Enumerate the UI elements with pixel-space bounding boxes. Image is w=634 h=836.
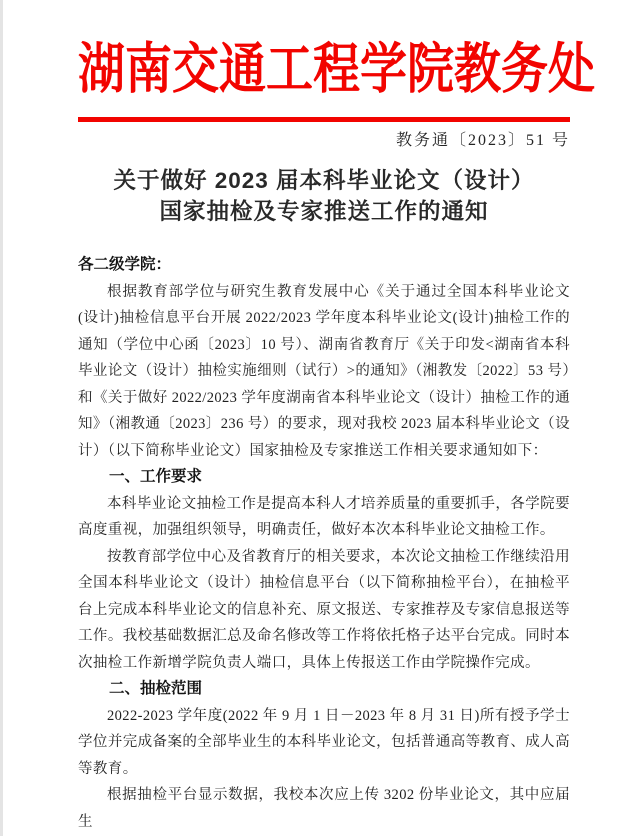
notice-title-line-1: 关于做好 2023 届本科毕业论文（设计） xyxy=(113,168,535,193)
paragraph-sampling-scope-1: 2022-2023 学年度(2022 年 9 月 1 日－2023 年 8 月 31 日)所有授予学士学位并完成备案的全部毕业生的本科毕业论文，包括普通高等教育、成人高等教育。 xyxy=(78,707,570,777)
notice-title-line-2: 国家抽检及专家推送工作的通知 xyxy=(159,199,489,224)
notice-title xyxy=(78,165,570,227)
paragraph-basis: 根据教育部学位与研究生教育发展中心《关于通过全国本科毕业论文(设计)抽检信息平台开展 2022/2023 学年度本科毕业论文(设计)抽检工作的通知（学位中心函〔2023〕10 号）、湖南省教育厅《关于印发<湖南省本科毕业论文（设计）抽检实施细则（试行）>的通知》（湘教发〔2022〕53 号）和《关于做好 2022/2023 学年度湖南省本科毕业论文（设计）抽检工作的通知》（湘教通〔2023〕236 号）的要求，现对我校 2023 届本科毕业论文（设计）（以下简称毕业论文）国家抽检及专家推送工作相关要求通知如下： xyxy=(78,283,570,459)
document-content xyxy=(78,0,595,835)
section-heading-sampling-scope: 二、抽检范围 xyxy=(109,680,203,697)
salutation: 各二级学院： xyxy=(78,256,172,273)
paragraph-work-requirements-1: 本科毕业论文抽检工作是提高本科人才培养质量的重要抓手，各学院要高度重视，加强组织领导，明确责任，做好本次本科毕业论文抽检工作。 xyxy=(78,495,570,538)
paragraph-work-requirements-2: 按教育部学位中心及省教育厅的相关要求，本次论文抽检工作继续沿用全国本科毕业论文（设计）抽检信息平台（以下简称抽检平台），在抽检平台上完成本科毕业论文的信息补充、原文报送、专家推荐及专家信息报送等工作。我校基础数据汇总及命名修改等工作将依托格子达平台完成。同时本次抽检工作新增学院负责人端口，具体上传报送工作由学院操作完成。 xyxy=(78,548,570,671)
page-scan-edge xyxy=(0,0,3,836)
doc-number: 教务通〔2023〕51 号 xyxy=(395,132,570,149)
paragraph-sampling-scope-2: 根据抽检平台显示数据，我校本次应上传 3202 份毕业论文，其中应届生 xyxy=(78,787,570,830)
letterhead-org-name: 湖南交通工程学院教务处 xyxy=(78,39,595,101)
section-heading-work-requirements: 一、工作要求 xyxy=(109,468,203,485)
red-divider-rule xyxy=(78,117,570,122)
